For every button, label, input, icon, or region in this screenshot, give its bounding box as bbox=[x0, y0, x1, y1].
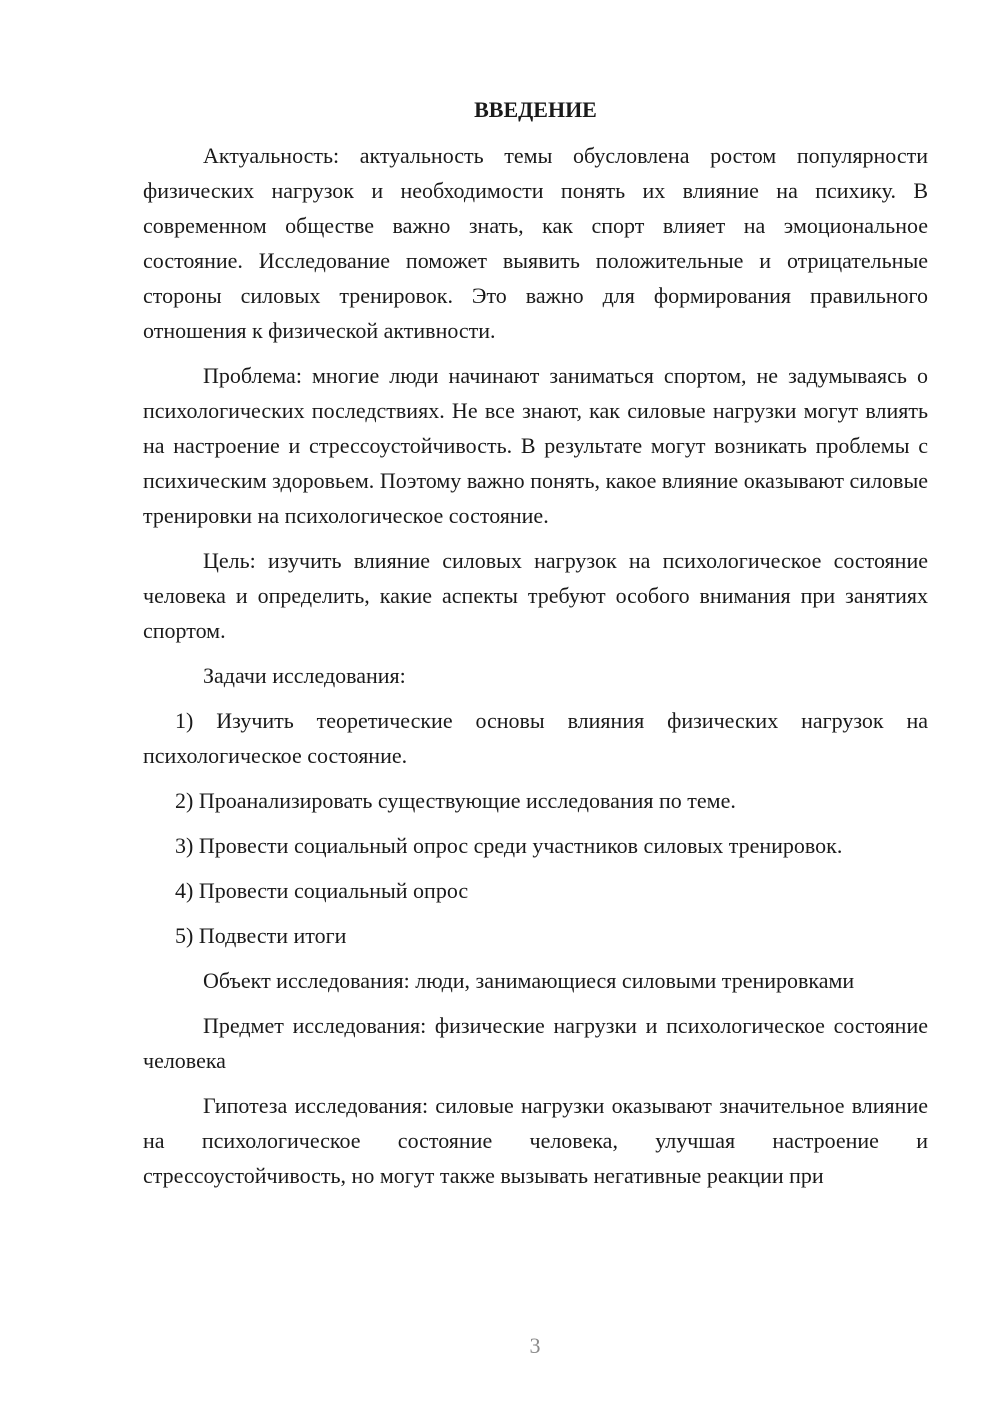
paragraph-subject: Предмет исследования: физические нагрузки и психологическое состояние человека bbox=[143, 1013, 928, 1073]
task-item-5: 5) Подвести итоги bbox=[175, 923, 347, 948]
page-number: 3 bbox=[529, 1333, 541, 1358]
task-item-1: 1) Изучить теоретические основы влияния физических нагрузок на психологическое состояние. bbox=[143, 708, 928, 768]
tasks-title: Задачи исследования: bbox=[203, 663, 406, 688]
section-heading: ВВЕДЕНИЕ bbox=[474, 97, 597, 122]
paragraph-hypothesis: Гипотеза исследования: силовые нагрузки оказывают значительное влияние на психологическое состояние человека, улучшая настроение и стрессоустойчивость, но могут также вызывать негативные реакции при bbox=[143, 1093, 928, 1188]
paragraph-goal: Цель: изучить влияние силовых нагрузок на психологическое состояние человека и определить, какие аспекты требуют особого внимания при занятиях спортом. bbox=[143, 548, 928, 643]
paragraph-relevance: Актуальность: актуальность темы обусловлена ростом популярности физических нагрузок и необходимости понять их влияние на психику. В современном обществе важно знать, как спорт влияет на эмоциональное состояние. Исследование поможет выявить положительные и отрицательные стороны силовых тренировок. Это важно для формирования правильного отношения к физической активности. bbox=[143, 143, 928, 343]
paragraph-object: Объект исследования: люди, занимающиеся силовыми тренировками bbox=[203, 968, 855, 993]
task-item-3: 3) Провести социальный опрос среди участников силовых тренировок. bbox=[175, 833, 843, 858]
document-page bbox=[143, 94, 928, 1203]
task-item-2: 2) Проанализировать существующие исследования по теме. bbox=[175, 788, 736, 813]
paragraph-problem: Проблема: многие люди начинают заниматься спортом, не задумываясь о психологических последствиях. Не все знают, как силовые нагрузки могут влиять на настроение и стрессоустойчивость. В результате могут возникать проблемы с психическим здоровьем. Поэтому важно понять, какое влияние оказывают силовые тренировки на психологическое состояние. bbox=[143, 363, 928, 528]
task-item-4: 4) Провести социальный опрос bbox=[175, 878, 469, 903]
